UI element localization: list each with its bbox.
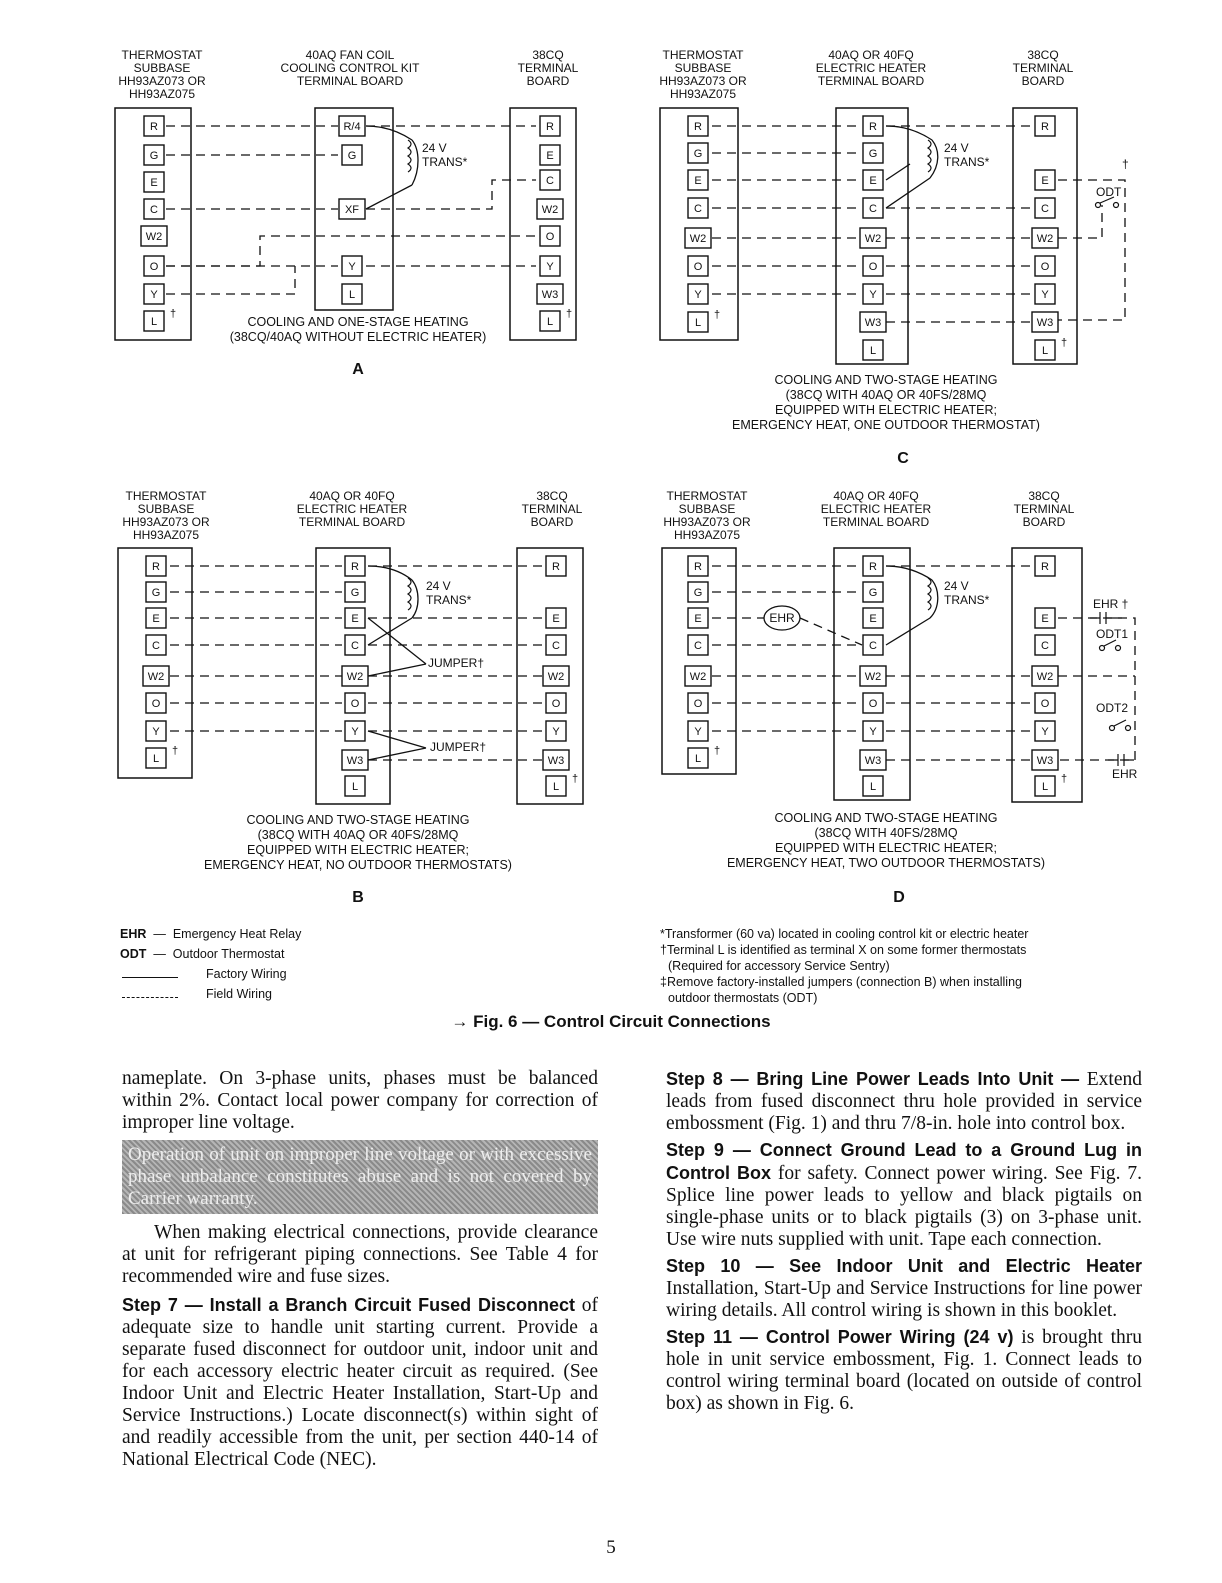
left-text-column [122,1068,598,1471]
c-left-terminal-label: O [693,261,703,273]
d-left-terminal-label: Y [694,726,702,738]
c-right-terminal-label: L [1041,345,1049,357]
c-right-terminal-label: Y [1041,289,1049,301]
c-thermostat-header-4: HH93AZ075 [669,87,737,101]
a-mid-header-1: 40AQ FAN COIL [305,48,395,62]
d-trans-label: TRANS* [944,593,990,607]
b-left-terminal-label: C [152,640,160,652]
b-right-header-2: TERMINAL [521,502,583,516]
d-right-terminal-label: E [1041,613,1049,625]
a-right-terminal-label: O [545,231,555,243]
a-thermostat-header-3: HH93AZ073 OR [118,74,206,88]
d-transformer-coil-icon [928,578,931,610]
c-right-terminal-label: W3 [1036,317,1054,329]
b-caption-3: EQUIPPED WITH ELECTRIC HEATER; [246,843,470,857]
figure-caption: → Fig. 6 — Control Circuit Connections [451,1012,771,1031]
d-mid-header-1: 40AQ OR 40FQ [833,489,919,503]
a-left-terminal-label: O [149,261,159,273]
c-left-terminals [685,116,720,332]
d-mid-header-3: TERMINAL BOARD [822,515,930,529]
note-odt: outdoor thermostats (ODT) [668,991,818,1005]
d-right-terminal-label: W3 [1036,755,1054,767]
a-mid-terminal-label: G [347,150,357,162]
c-factory-wire-e [886,164,910,180]
d-left-terminal-label: W2 [689,671,707,683]
c-caption-4: EMERGENCY HEAT, ONE OUTDOOR THERMOSTAT) [732,418,1040,432]
c-thermostat-header-2: SUBBASE [674,61,732,75]
d-thermostat-header-3: HH93AZ073 OR [663,515,751,529]
b-mid-header-2: ELECTRIC HEATER [296,502,408,516]
legend-field [120,984,301,1004]
c-mid-terminal-label: L [869,345,877,357]
a-mid-terminal-label: R/4 [343,121,361,133]
d-left-terminal-label: O [693,698,703,710]
a-trans-label: TRANS* [422,155,468,169]
a-right-terminal-dagger: † [566,308,573,320]
b-right-terminal-label: L [552,781,560,793]
c-thermostat-header-1: THERMOSTAT [662,48,744,62]
nameplate-paragraph: nameplate. On 3-phase units, phases must be balanced within 2%. Contact local power company for correction of improper line voltage. [122,1068,598,1133]
a-right-header-3: BOARD [526,74,570,88]
c-left-terminal-label: R [694,121,702,133]
a-factory-wiring-transformer [366,126,418,209]
a-left-terminal-label: Y [150,289,158,301]
field-wiring-line-icon [122,997,178,998]
c-right-terminal-label: W2 [1036,233,1054,245]
a-diagram-letter: A [352,361,364,378]
d-factory-wiring-transformer [886,566,938,645]
b-thermostat-header-4: HH93AZ075 [132,528,200,542]
c-mid-terminal-label: C [869,203,877,215]
a-transformer-coil-icon [408,140,411,172]
b-right-header-1: 38CQ [536,489,568,503]
b-left-terminal-label: R [152,561,160,573]
b-right-terminal-label: E [552,613,560,625]
b-mid-terminal-label: R [351,561,359,573]
b-right-header-3: BOARD [530,515,574,529]
d-ehr-top-label: EHR † [1093,597,1129,611]
d-caption-3: EQUIPPED WITH ELECTRIC HEATER; [774,841,998,855]
b-mid-terminals [342,556,368,796]
b-right-terminals [543,556,578,796]
d-left-terminal-label: E [694,613,702,625]
c-right-terminal-label: E [1041,175,1049,187]
step-11-body: is brought thru hole in unit service embossment, Fig. 1. Connect leads to control wiring terminal board (located on outside of control box) as shown in Fig. 6. [666,1327,1142,1414]
b-mid-terminal-label: E [351,613,359,625]
c-left-terminal-label: Y [694,289,702,301]
factory-wiring-line-icon [122,977,178,978]
a-mid-terminal-label: Y [348,261,356,273]
a-mid-terminals [339,116,365,304]
footnotes [660,926,1180,1006]
b-mid-terminal-label: W3 [346,755,364,767]
c-trans-label: TRANS* [944,155,990,169]
step-7-body: of adequate size to handle unit starting current. Provide a separate fused disconnect for outdoor unit, indoor unit and for each accessory electric heater circuit as required. (See Indoor Unit and Electric Heater Installation, Start-Up and Service Instructions.) Locate disconnect(s) within sight of and readily accessible from the unit, per section 440-14 of National Electrical Code (NEC). [122,1295,598,1470]
d-mid-terminal-label: C [869,640,877,652]
d-left-terminals [685,556,720,768]
d-odt2-switch-icon [1110,720,1131,731]
legend-field-label: Field Wiring [206,987,272,1001]
d-right-terminal-dagger: † [1061,773,1068,785]
d-mid-terminal-label: R [869,561,877,573]
b-left-terminals [143,556,178,768]
d-mid-terminal-label: G [868,587,878,599]
a-left-terminals [141,116,176,331]
c-left-terminal-label: E [694,175,702,187]
c-left-terminal-label: W2 [689,233,707,245]
b-right-terminal-label: W2 [547,671,565,683]
b-mid-terminal-label: L [351,781,359,793]
c-caption-2: (38CQ WITH 40AQ OR 40FS/28MQ [785,388,987,402]
step-9-body: for safety. Connect power wiring. See Fig. 7. Splice line power leads to yellow and black pigtails on single-phase units or to black pigtails (3) on 3-phase unit. Use wire nuts supplied with unit. Tape each connection. [666,1163,1142,1250]
a-mid-header-3: TERMINAL BOARD [296,74,404,88]
c-mid-terminal-label: W2 [864,233,882,245]
c-trans-voltage: 24 V [944,141,969,155]
c-right-header-1: 38CQ [1027,48,1059,62]
step-9-heading: Step 9 — Connect Ground Lead to a Ground Lug in Control Box [666,1140,1142,1183]
c-right-terminal-label: O [1040,261,1050,273]
b-right-terminal-label: W3 [547,755,565,767]
a-left-terminal-label: C [150,204,158,216]
d-right-terminal-label: C [1041,640,1049,652]
b-mid-header-1: 40AQ OR 40FQ [309,489,395,503]
note-terminal-l: †Terminal L is identified as terminal X on some former thermostats [660,943,1027,957]
b-trans-voltage: 24 V [426,579,451,593]
b-left-terminal-label: W2 [147,671,165,683]
b-jumper-label-1: JUMPER† [428,656,485,670]
step-8-body: Extend leads from fused disconnect thru hole provided in service embossment (Fig. 1) and thru 7/8-in. hole into control box. [666,1069,1143,1134]
b-caption-1: COOLING AND TWO-STAGE HEATING [246,813,470,827]
step-7 [122,1294,598,1471]
d-caption-4: EMERGENCY HEAT, TWO OUTDOOR THERMOSTATS) [726,856,1046,870]
a-right-terminal-label: C [546,175,554,187]
a-trans-voltage: 24 V [422,141,447,155]
c-right-terminal-dagger: † [1061,337,1068,349]
c-mid-terminal-label: G [868,148,878,160]
d-right-terminal-label: R [1041,561,1049,573]
step-10-body: Installation, Start-Up and Service Instructions for line power wiring details. All control wiring is shown in this booklet. [666,1278,1142,1321]
d-right-header-2: TERMINAL [1013,502,1075,516]
b-left-terminal-label: E [152,613,160,625]
b-left-terminal-label: O [151,698,161,710]
b-caption-2: (38CQ WITH 40AQ OR 40FS/28MQ [257,828,459,842]
note-service-sentry: (Required for accessory Service Sentry) [668,959,890,973]
d-right-terminal-label: Y [1041,726,1049,738]
step-7-heading: Step 7 — Install a Branch Circuit Fused Disconnect [122,1295,576,1315]
d-trans-voltage: 24 V [944,579,969,593]
c-mid-terminal-label: Y [869,289,877,301]
d-odt2-label: ODT2 [1096,701,1129,715]
b-right-terminal-dagger: † [572,773,579,785]
b-left-terminal-dagger: † [172,745,179,757]
c-caption-3: EQUIPPED WITH ELECTRIC HEATER; [774,403,998,417]
d-right-header-3: BOARD [1022,515,1066,529]
a-left-terminal-label: W2 [145,231,163,243]
step-8 [666,1068,1142,1135]
d-right-terminal-label: O [1040,698,1050,710]
d-field-wiring [712,566,1135,760]
b-left-terminal-label: Y [152,726,160,738]
c-left-terminal-label: G [693,148,703,160]
note-remove-jumpers: ‡Remove factory-installed jumpers (connection B) when installing [660,975,1022,989]
c-mid-header-3: TERMINAL BOARD [817,74,925,88]
connections-paragraph: When making electrical connections, provide clearance at unit for refrigerant piping connections. See Table 4 for recommended wire and fuse sizes. [122,1222,598,1287]
b-trans-label: TRANS* [426,593,472,607]
b-mid-terminal-label: G [350,587,360,599]
a-right-header-2: TERMINAL [517,61,579,75]
d-right-terminal-label: W2 [1036,671,1054,683]
c-right-header-3: BOARD [1021,74,1065,88]
d-diagram-letter: D [893,889,905,906]
c-caption-1: COOLING AND TWO-STAGE HEATING [774,373,998,387]
a-thermostat-header-1: THERMOSTAT [121,48,203,62]
b-diagram-letter: B [352,889,364,906]
c-thermostat-header-3: HH93AZ073 OR [659,74,747,88]
legend-factory [120,964,301,984]
warning-box: Operation of unit on improper line voltage or with excessive phase unbalance constitutes abuse and is not covered by Carrier warranty. [122,1140,598,1214]
c-right-header-2: TERMINAL [1012,61,1074,75]
c-left-terminal-label: C [694,203,702,215]
diagram-d [662,489,1138,906]
legend-ehr: EHR — Emergency Heat Relay [120,927,302,941]
a-thermostat-subbase-board [115,108,191,340]
b-caption-4: EMERGENCY HEAT, NO OUTDOOR THERMOSTATS) [204,858,512,872]
a-thermostat-header-2: SUBBASE [133,61,191,75]
d-thermostat-header-4: HH93AZ075 [673,528,741,542]
d-ehr-relay-label: EHR [769,611,795,625]
d-thermostat-header-1: THERMOSTAT [666,489,748,503]
c-field-wiring [712,126,1125,322]
d-ehr-contact-icon [1090,612,1122,624]
a-caption-1: COOLING AND ONE-STAGE HEATING [247,315,469,329]
a-right-terminal-label: W3 [541,289,559,301]
a-left-terminal-label: L [150,316,158,328]
note-transformer: *Transformer (60 va) located in cooling control kit or electric heater [660,927,1029,941]
a-right-terminal-label: E [546,150,554,162]
step-9 [666,1139,1142,1251]
a-right-terminal-label: L [546,316,554,328]
a-left-terminal-label: G [149,150,159,162]
c-mid-terminal-label: O [868,261,878,273]
a-right-terminals [537,116,572,331]
d-left-terminal-label: C [694,640,702,652]
d-mid-terminal-label: Y [869,726,877,738]
d-right-header-1: 38CQ [1028,489,1060,503]
step-8-heading: Step 8 — Bring Line Power Leads Into Unit — [666,1069,1080,1089]
c-mid-terminals [860,116,886,360]
a-right-header-1: 38CQ [532,48,564,62]
d-mid-terminal-label: E [869,613,877,625]
b-mid-terminal-label: C [351,640,359,652]
d-left-terminal-label: L [694,753,702,765]
d-thermostat-header-2: SUBBASE [678,502,736,516]
d-odt1-switch-icon [1100,640,1121,651]
d-odt1-label: ODT1 [1096,627,1129,641]
c-mid-header-2: ELECTRIC HEATER [815,61,927,75]
a-mid-terminal-label: XF [344,204,360,216]
legend-ehr-abbr: EHR [120,927,147,941]
c-transformer-coil-icon [928,140,931,172]
c-mid-header-1: 40AQ OR 40FQ [828,48,914,62]
c-right-terminal-label: C [1041,203,1049,215]
b-thermostat-header-1: THERMOSTAT [125,489,207,503]
b-thermostat-header-2: SUBBASE [137,502,195,516]
a-left-terminal-dagger: † [170,308,177,320]
diagram-b [118,489,583,906]
step-10-heading: Step 10 — See Indoor Unit and Electric Heater [666,1256,1142,1276]
d-mid-terminal-label: W3 [864,755,882,767]
step-11 [666,1326,1142,1415]
d-caption-2: (38CQ WITH 40FS/28MQ [814,826,958,840]
b-right-terminal-label: C [552,640,560,652]
b-thermostat-header-3: HH93AZ073 OR [122,515,210,529]
d-left-terminal-label: R [694,561,702,573]
diagram-c [659,48,1128,467]
c-right-terminal-label: R [1041,121,1049,133]
a-right-terminal-label: R [546,121,554,133]
d-mid-terminal-label: L [869,781,877,793]
a-left-terminal-label: E [150,177,158,189]
b-left-terminal-label: L [152,753,160,765]
right-text-column [666,1068,1142,1415]
a-caption-2: (38CQ/40AQ WITHOUT ELECTRIC HEATER) [229,330,487,344]
c-left-terminal-label: L [694,317,702,329]
c-mid-terminal-label: R [869,121,877,133]
legend [120,924,301,1004]
b-transformer-coil-icon [408,578,411,610]
b-mid-header-3: TERMINAL BOARD [298,515,406,529]
step-11-heading: Step 11 — Control Power Wiring (24 v) [666,1327,1014,1347]
c-diagram-letter: C [897,450,909,467]
d-caption-1: COOLING AND TWO-STAGE HEATING [774,811,998,825]
d-mid-terminal-label: W2 [864,671,882,683]
d-mid-terminal-label: O [868,698,878,710]
d-right-terminal-label: L [1041,781,1049,793]
d-left-terminal-label: G [693,587,703,599]
c-factory-wiring-transformer [886,126,938,208]
a-left-terminal-label: R [150,121,158,133]
a-mid-header-2: COOLING CONTROL KIT [280,61,420,75]
b-right-terminal-label: Y [552,726,560,738]
diagram-a [115,48,579,378]
c-odt-label: ODT [1096,185,1122,199]
b-mid-terminal-label: W2 [346,671,364,683]
d-ehr-bottom-label: EHR [1112,767,1138,781]
b-right-terminal-label: R [552,561,560,573]
a-right-terminal-label: Y [546,261,554,273]
step-10 [666,1255,1142,1322]
a-thermostat-header-4: HH93AZ075 [128,87,196,101]
c-odt-dagger: † [1122,157,1129,171]
b-right-terminal-label: O [551,698,561,710]
legend-odt-def: Outdoor Thermostat [172,947,285,961]
c-left-terminal-dagger: † [714,309,721,321]
a-mid-terminal-label: L [348,289,356,301]
d-mid-terminals [860,556,886,796]
a-right-terminal-label: W2 [541,204,559,216]
legend-odt-abbr: ODT [120,947,147,961]
d-mid-header-2: ELECTRIC HEATER [820,502,932,516]
b-mid-terminal-label: Y [351,726,359,738]
c-mid-terminal-label: W3 [864,317,882,329]
legend-factory-label: Factory Wiring [206,967,287,981]
page-number: 5 [606,1537,616,1558]
b-left-terminal-label: G [151,587,161,599]
legend-ehr-def: Emergency Heat Relay [172,927,302,941]
b-mid-terminal-label: O [350,698,360,710]
d-left-terminal-dagger: † [714,745,721,757]
legend-odt: ODT — Outdoor Thermostat [120,947,285,961]
b-jumper-label-2: JUMPER† [430,740,487,754]
a-38cq-terminal-board [510,108,576,340]
c-mid-terminal-label: E [869,175,877,187]
